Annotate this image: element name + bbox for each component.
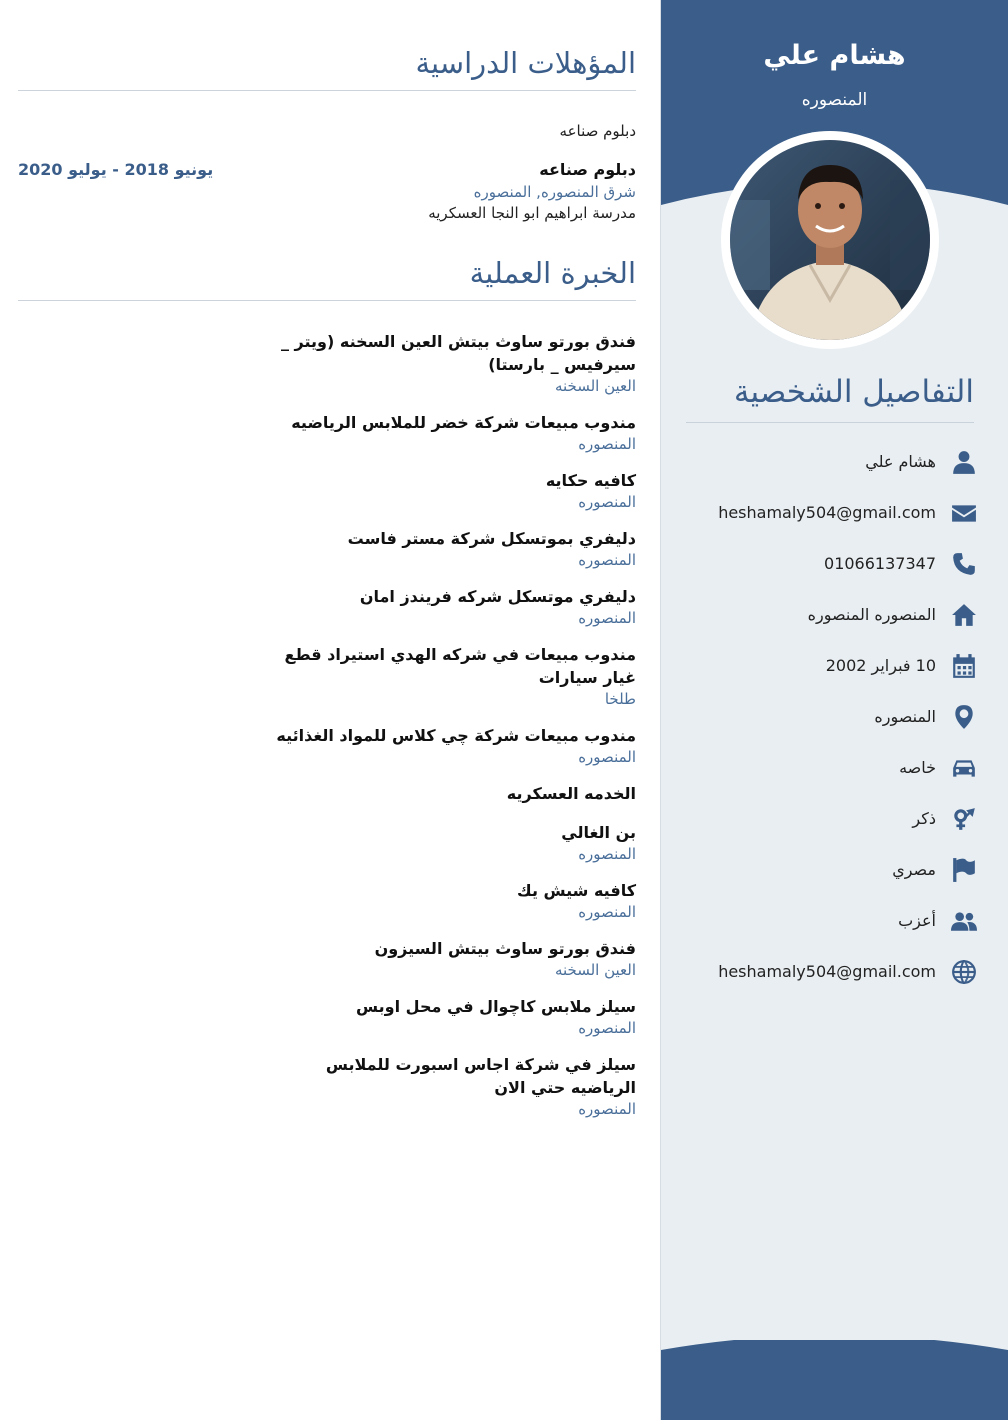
detail-value: المنصوره: [874, 707, 936, 726]
detail-marital-status: [678, 895, 978, 946]
detail-value: خاصه: [899, 758, 936, 777]
car-icon: [950, 754, 978, 782]
experience-item-location: المنصوره: [578, 609, 636, 627]
detail-value[interactable]: heshamaly504@gmail.com: [718, 503, 936, 522]
experience-item-title: سيلز في شركة اجاس اسبورت للملابس الرياضيه حتي الان: [325, 1055, 636, 1097]
education-summary: دبلوم صناعه: [559, 122, 636, 140]
experience-item: [256, 411, 636, 453]
detail-city: [678, 691, 978, 742]
experience-item: [256, 585, 636, 627]
phone-icon: [950, 550, 978, 578]
education-school: مدرسة ابراهيم ابو النجا العسكريه: [428, 204, 636, 222]
experience-item-title: دليفري بموتسكل شركة مستر فاست: [347, 529, 636, 548]
experience-item-location: المنصوره: [578, 748, 636, 766]
experience-item-title: بن الغالي: [561, 823, 636, 842]
education-location: شرق المنصوره, المنصوره: [473, 183, 636, 201]
experience-item-title: مندوب مبيعات شركة خضر للملابس الرياضيه: [291, 413, 636, 432]
detail-license: [678, 742, 978, 793]
experience-item-location: المنصوره: [578, 845, 636, 863]
detail-email: [678, 487, 978, 538]
experience-title: الخبرة العملية: [18, 256, 636, 301]
experience-item-title: الخدمه العسكريه: [506, 784, 636, 803]
experience-item: [256, 821, 636, 863]
experience-item-title: مندوب مبيعات في شركه الهدي استيراد قطع غيار سيارات: [284, 645, 636, 687]
detail-value: مصري: [892, 860, 936, 879]
detail-value: المنصوره المنصوره: [807, 605, 936, 624]
map-pin-icon: [950, 703, 978, 731]
experience-item: [256, 724, 636, 766]
experience-item: [256, 527, 636, 569]
detail-name: [678, 436, 978, 487]
experience-item: [256, 330, 636, 395]
experience-item-location: المنصوره: [578, 551, 636, 569]
personal-details-list: [678, 436, 978, 997]
experience-item: [256, 937, 636, 979]
user-icon: [950, 448, 978, 476]
flag-icon: [950, 856, 978, 884]
experience-item-title: دليفري موتسكل شركه فريندز امان: [359, 587, 636, 606]
experience-item-title: فندق بورتو ساوث بيتش السيزون: [374, 939, 636, 958]
envelope-icon: [950, 499, 978, 527]
experience-item-location: طلخا: [604, 690, 636, 708]
experience-item-location: المنصوره: [578, 1019, 636, 1037]
experience-item: [256, 782, 636, 805]
experience-item-location: المنصوره: [578, 1100, 636, 1118]
person-city: المنصوره: [801, 90, 868, 110]
detail-phone: [678, 538, 978, 589]
detail-gender: [678, 793, 978, 844]
experience-item: [256, 643, 636, 708]
detail-website: [678, 946, 978, 997]
globe-icon: [950, 958, 978, 986]
detail-value[interactable]: 01066137347: [824, 554, 936, 573]
sidebar: [660, 0, 1008, 1420]
education-date: يونيو 2018 - يوليو 2020: [18, 160, 214, 179]
experience-item: [256, 879, 636, 921]
experience-item-location: المنصوره: [578, 435, 636, 453]
education-title: المؤهلات الدراسية: [18, 46, 636, 91]
detail-value: هشام علي: [865, 452, 936, 471]
detail-birthdate: [678, 640, 978, 691]
detail-value: ذكر: [912, 809, 936, 828]
experience-item-title: كافيه حكايه: [545, 471, 636, 490]
experience-item-location: العين السخنه: [554, 961, 636, 979]
experience-item-title: مندوب مبيعات شركة چي كلاس للمواد الغذائيه: [276, 726, 636, 745]
experience-list: [256, 330, 636, 1134]
home-icon: [950, 601, 978, 629]
experience-item: [256, 1053, 636, 1118]
person-name: هشام علي: [763, 40, 906, 71]
experience-item-title: سيلز ملابس كاچوال في محل اوبس: [356, 997, 636, 1016]
detail-value: 10 فبراير 2002: [825, 656, 936, 675]
experience-item: [256, 995, 636, 1037]
users-icon: [950, 907, 978, 935]
calendar-icon: [950, 652, 978, 680]
experience-item: [256, 469, 636, 511]
detail-value: أعزب: [898, 911, 936, 930]
sidebar-footer-background: [661, 1340, 1008, 1420]
gender-icon: [950, 805, 978, 833]
experience-item-location: العين السخنه: [554, 377, 636, 395]
experience-item-location: المنصوره: [578, 493, 636, 511]
experience-item-title: فندق بورتو ساوث بيتش العين السخنه (ويتر _ سيرفيس _ بارستا): [280, 332, 636, 374]
detail-value[interactable]: heshamaly504@gmail.com: [718, 962, 936, 981]
experience-item-title: كافيه شيش يك: [517, 881, 636, 900]
detail-address: [678, 589, 978, 640]
personal-details-title: التفاصيل الشخصية: [686, 374, 974, 423]
education-entry: [18, 160, 636, 222]
avatar-frame: [721, 131, 939, 349]
avatar: [730, 140, 930, 340]
experience-item-location: المنصوره: [578, 903, 636, 921]
education-degree: دبلوم صناعه: [539, 160, 636, 179]
detail-nationality: [678, 844, 978, 895]
